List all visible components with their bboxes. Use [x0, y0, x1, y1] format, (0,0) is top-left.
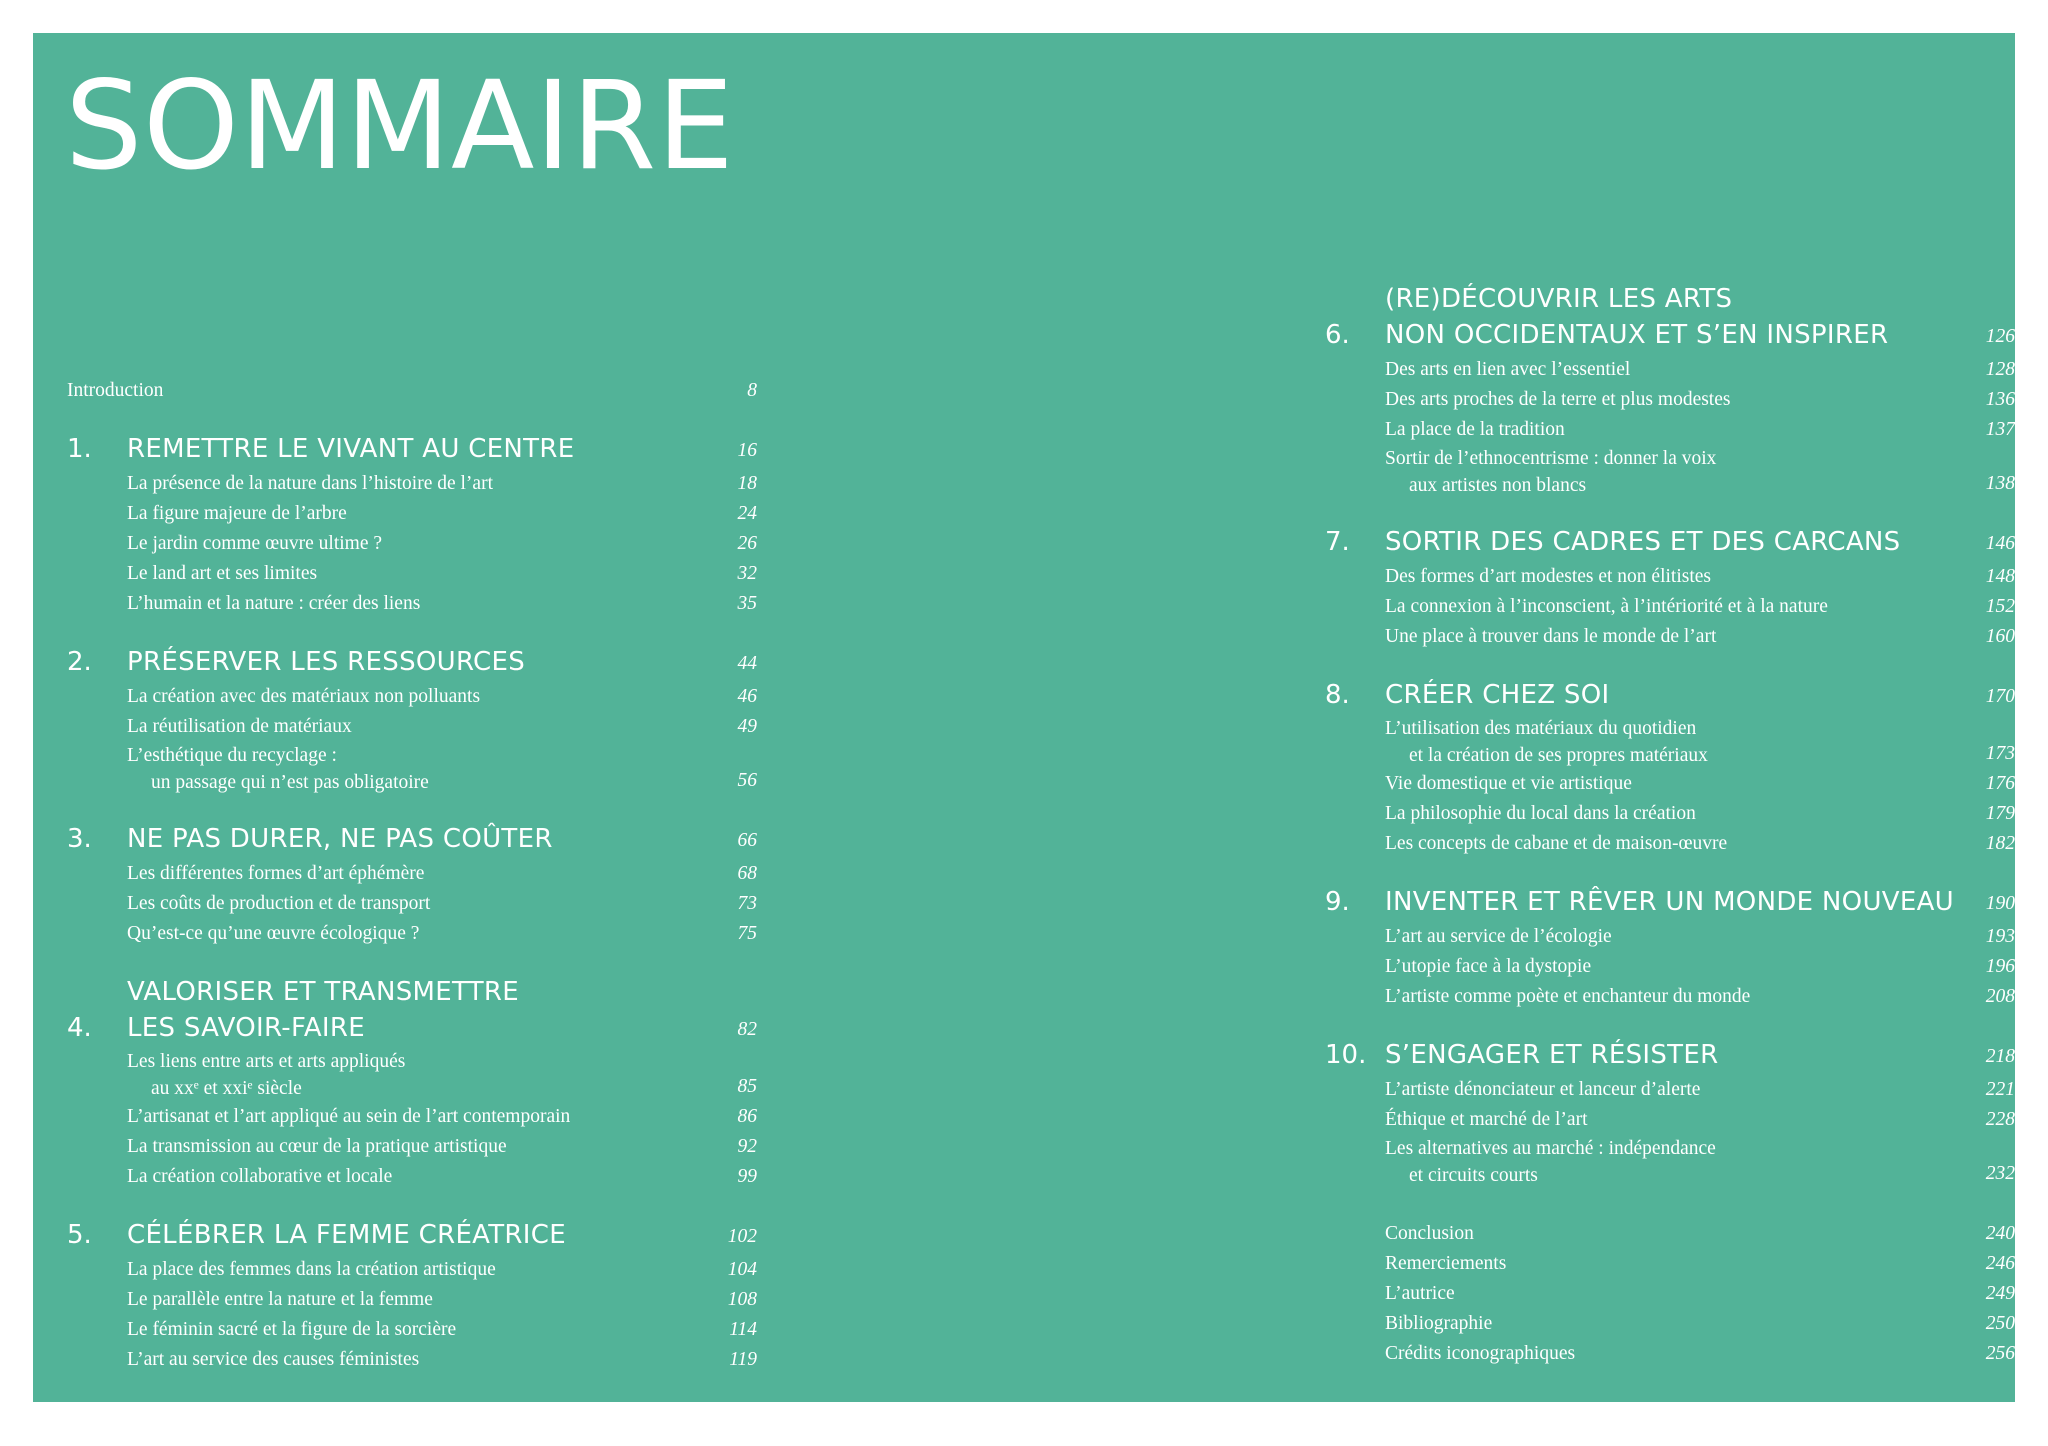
entry-title-line: Les alternatives au marché : indépendance [1385, 1138, 1716, 1159]
intro-page-number: 8 [747, 380, 757, 401]
chapter-page-number: 66 [737, 830, 757, 851]
entry-page-number: 68 [737, 863, 757, 884]
toc-entry[interactable] [1385, 1105, 2015, 1135]
entry-title [127, 559, 738, 589]
chapter-title [1385, 677, 1986, 713]
entry-title-line: L’esthétique du recyclage : [127, 745, 337, 766]
toc-entry[interactable] [127, 1285, 757, 1315]
backmatter-entry[interactable] [1385, 1249, 2015, 1279]
chapter-sections [1385, 355, 2015, 499]
entry-title [1385, 829, 1986, 859]
chapter-page-number: 146 [1985, 533, 2015, 554]
entry-title-line: La connexion à l’inconscient, à l’intériorité et à la nature [1385, 596, 1828, 617]
entry-page-number: 92 [737, 1136, 757, 1157]
backmatter-page-number: 240 [1985, 1223, 2015, 1244]
chapter-title [127, 821, 738, 857]
entry-page-number: 176 [1985, 773, 2015, 794]
entry-title [1385, 1075, 1986, 1105]
entry-title [127, 529, 738, 559]
entry-page-number: 196 [1985, 956, 2015, 977]
entry-page-number: 56 [737, 770, 757, 791]
entry-title [127, 1048, 738, 1102]
entry-page-number: 99 [737, 1166, 757, 1187]
chapter-sections [1385, 715, 2015, 859]
entry-title-line: L’utilisation des matériaux du quotidien [1385, 718, 1697, 739]
entry-page-number: 173 [1985, 743, 2015, 764]
chapter-title-line: CRÉER CHEZ SOI [1385, 680, 1610, 710]
entry-title [127, 889, 738, 919]
toc-entry[interactable] [1385, 829, 2015, 859]
entry-page-number: 73 [737, 893, 757, 914]
entry-title-line: aux artistes non blancs [1409, 475, 1587, 496]
entry-title [127, 712, 738, 742]
entry-title [127, 1315, 729, 1345]
chapter-heading[interactable] [1325, 524, 2015, 560]
entry-title-line: Les concepts de cabane et de maison-œuvre [1385, 833, 1728, 854]
entry-page-number: 182 [1985, 833, 2015, 854]
toc-entry[interactable] [127, 499, 757, 529]
entry-title-line: Le land art et ses limites [127, 563, 318, 584]
toc-entry[interactable] [127, 859, 757, 889]
chapter-heading[interactable] [1325, 1037, 2015, 1073]
entry-page-number: 136 [1985, 389, 2015, 410]
chapter-sections [1385, 922, 2015, 1012]
entry-page-number: 46 [737, 686, 757, 707]
toc-entry[interactable] [1385, 1075, 2015, 1105]
entry-page-number: 114 [729, 1319, 757, 1340]
toc-left-column [67, 376, 757, 1375]
chapter-number: 8. [1325, 680, 1350, 710]
entry-page-number: 49 [737, 716, 757, 737]
chapter-sections [127, 1255, 757, 1375]
chapter-title-line: CÉLÉBRER LA FEMME CRÉATRICE [127, 1220, 566, 1250]
backmatter-entry[interactable] [1385, 1339, 2015, 1369]
entry-page-number: 138 [1985, 473, 2015, 494]
entry-title-line: La création avec des matériaux non polluants [127, 686, 481, 707]
entry-title [127, 1345, 729, 1375]
chapter-title-line: LES SAVOIR-FAIRE [127, 1013, 365, 1043]
chapter-page-number: 82 [737, 1019, 757, 1040]
toc-entry[interactable] [127, 1102, 757, 1132]
chapter-sections [127, 1048, 757, 1192]
chapter-title-line: VALORISER ET TRANSMETTRE [127, 977, 519, 1007]
chapter-sections [127, 859, 757, 949]
entry-title-line: Une place à trouver dans le monde de l’art [1385, 626, 1717, 647]
toc-entry[interactable] [1385, 982, 2015, 1012]
entry-title-line: Éthique et marché de l’art [1385, 1109, 1588, 1130]
chapter-page-number: 218 [1985, 1046, 2015, 1067]
backmatter-page-number: 249 [1985, 1283, 2015, 1304]
toc-entry[interactable] [1385, 769, 2015, 799]
entry-title-line: L’artiste comme poète et enchanteur du monde [1385, 986, 1751, 1007]
chapter-heading[interactable] [67, 1217, 757, 1253]
toc-entry[interactable] [127, 559, 757, 589]
chapter-title [127, 431, 738, 467]
entry-title [127, 1132, 738, 1162]
entry-title-line: La place de la tradition [1385, 419, 1565, 440]
toc-chapter [1325, 677, 2015, 859]
entry-title-line: La place des femmes dans la création artistique [127, 1259, 496, 1280]
toc-entry[interactable] [127, 712, 757, 742]
toc-intro[interactable] [67, 376, 757, 406]
entry-page-number: 24 [737, 503, 757, 524]
entry-title [1385, 799, 1986, 829]
toc-entry[interactable] [127, 682, 757, 712]
toc-entry[interactable] [1385, 715, 2015, 769]
chapter-title [127, 1217, 728, 1253]
entry-title [127, 1162, 738, 1192]
chapter-page-number: 44 [737, 653, 757, 674]
toc-chapter [67, 431, 757, 619]
chapter-sections [127, 682, 757, 796]
entry-title-line: Le féminin sacré et la figure de la sorcière [127, 1319, 457, 1340]
backmatter-label: Remerciements [1385, 1253, 1507, 1274]
backmatter-label: L’autrice [1385, 1283, 1455, 1304]
entry-page-number: 85 [737, 1076, 757, 1097]
entry-page-number: 75 [737, 923, 757, 944]
toc-entry[interactable] [1385, 415, 2015, 445]
entry-title-line: L’art au service des causes féministes [127, 1349, 420, 1370]
entry-title [1385, 769, 1986, 799]
entry-title-line: Les coûts de production et de transport [127, 893, 431, 914]
entry-title-line: L’artisanat et l’art appliqué au sein de l’art contemporain [127, 1106, 571, 1127]
toc-entry[interactable] [127, 742, 757, 796]
chapter-title [1385, 524, 1986, 560]
chapter-page-number: 16 [737, 440, 757, 461]
chapter-heading[interactable] [1325, 884, 2015, 920]
chapter-title [1385, 884, 1986, 920]
entry-page-number: 137 [1985, 419, 2015, 440]
entry-page-number: 152 [1985, 596, 2015, 617]
entry-title-line: La philosophie du local dans la création [1385, 803, 1696, 824]
toc-entry[interactable] [127, 1315, 757, 1345]
toc-entry[interactable] [127, 1132, 757, 1162]
entry-title [127, 859, 738, 889]
entry-title [127, 919, 738, 949]
toc-entry[interactable] [1385, 355, 2015, 385]
backmatter-entry[interactable] [1385, 1309, 2015, 1339]
chapter-heading[interactable] [67, 974, 757, 1046]
entry-title [1385, 562, 1986, 592]
entry-page-number: 221 [1985, 1079, 2015, 1100]
entry-title-line: Les différentes formes d’art éphémère [127, 863, 425, 884]
entry-title [1385, 922, 1986, 952]
toc-entry[interactable] [127, 889, 757, 919]
backmatter-page-number: 250 [1985, 1313, 2015, 1334]
toc-chapter [67, 821, 757, 949]
entry-page-number: 232 [1985, 1163, 2015, 1184]
entry-page-number: 86 [737, 1106, 757, 1127]
chapter-number: 4. [67, 1013, 92, 1043]
entry-title [1385, 415, 1986, 445]
entry-title [127, 1255, 728, 1285]
entry-title [1385, 952, 1986, 982]
entry-title-line: La présence de la nature dans l’histoire de l’art [127, 473, 493, 494]
toc-entry[interactable] [127, 919, 757, 949]
entry-title-line: Le parallèle entre la nature et la femme [127, 1289, 433, 1310]
entry-title-line: L’artiste dénonciateur et lanceur d’alerte [1385, 1079, 1701, 1100]
entry-title-line: un passage qui n’est pas obligatoire [151, 772, 429, 793]
entry-title-line: Des arts proches de la terre et plus modestes [1385, 389, 1731, 410]
chapter-number: 10. [1325, 1040, 1367, 1070]
entry-title [1385, 1135, 1986, 1189]
entry-title [127, 682, 738, 712]
entry-title-line: et circuits courts [1409, 1165, 1538, 1186]
entry-page-number: 108 [727, 1289, 757, 1310]
backmatter-entry[interactable] [1385, 1219, 2015, 1249]
chapter-number: 2. [67, 647, 92, 677]
entry-title [1385, 715, 1986, 769]
toc-chapter [67, 644, 757, 796]
entry-title [127, 1285, 728, 1315]
entry-page-number: 193 [1985, 926, 2015, 947]
entry-page-number: 160 [1985, 626, 2015, 647]
toc-chapter [67, 974, 757, 1192]
toc-chapter [1325, 884, 2015, 1012]
entry-title [1385, 1105, 1986, 1135]
entry-title-line: Sortir de l’ethnocentrisme : donner la voix [1385, 448, 1717, 469]
chapter-number: 9. [1325, 887, 1350, 917]
toc-entry[interactable] [127, 1255, 757, 1285]
entry-title [127, 469, 738, 499]
toc-entry[interactable] [127, 1048, 757, 1102]
chapter-heading[interactable] [67, 821, 757, 857]
toc-entry[interactable] [127, 1345, 757, 1375]
entry-title-line: L’utopie face à la dystopie [1385, 956, 1592, 977]
entry-page-number: 179 [1985, 803, 2015, 824]
chapter-sections [1385, 562, 2015, 652]
entry-page-number: 26 [737, 533, 757, 554]
chapter-title-line: NON OCCIDENTAUX ET S’EN INSPIRER [1385, 320, 1889, 350]
entry-title [1385, 385, 1986, 415]
toc-entry[interactable] [1385, 952, 2015, 982]
entry-title-line: Le jardin comme œuvre ultime ? [127, 533, 383, 554]
entry-title [1385, 982, 1986, 1012]
chapter-title-line: REMETTRE LE VIVANT AU CENTRE [127, 434, 575, 464]
entry-title [1385, 622, 1986, 652]
chapter-page-number: 170 [1985, 686, 2015, 707]
backmatter-label: Conclusion [1385, 1223, 1474, 1244]
entry-title [127, 589, 738, 619]
entry-title-line: L’humain et la nature : créer des liens [127, 593, 421, 614]
chapter-heading[interactable] [1325, 281, 2015, 353]
chapter-number: 1. [67, 434, 92, 464]
entry-page-number: 18 [737, 473, 757, 494]
toc-entry[interactable] [127, 469, 757, 499]
backmatter-list [1325, 1219, 2015, 1369]
entry-title-line: La création collaborative et locale [127, 1166, 393, 1187]
toc-entry[interactable] [127, 529, 757, 559]
chapter-heading[interactable] [67, 431, 757, 467]
entry-title-line: L’art au service de l’écologie [1385, 926, 1612, 947]
entry-title [1385, 355, 1986, 385]
entry-title [1385, 592, 1986, 622]
chapter-heading[interactable] [67, 644, 757, 680]
entry-title-line: au xxᵉ et xxiᵉ siècle [151, 1078, 302, 1099]
toc-entry[interactable] [1385, 385, 2015, 415]
entry-title-line: et la création de ses propres matériaux [1409, 745, 1708, 766]
intro-label: Introduction [67, 380, 164, 401]
chapter-heading[interactable] [1325, 677, 2015, 713]
toc-entry[interactable] [1385, 622, 2015, 652]
entry-title-line: Vie domestique et vie artistique [1385, 773, 1632, 794]
toc-entry[interactable] [1385, 592, 2015, 622]
backmatter-page-number: 256 [1985, 1343, 2015, 1364]
chapter-page-number: 190 [1985, 893, 2015, 914]
page-title: SOMMAIRE [65, 55, 735, 197]
entry-page-number: 104 [727, 1259, 757, 1280]
toc-entry[interactable] [1385, 445, 2015, 499]
chapter-sections [127, 469, 757, 619]
chapter-sections [1385, 1075, 2015, 1189]
entry-title [127, 1102, 738, 1132]
entry-title-line: Des formes d’art modestes et non élitistes [1385, 566, 1712, 587]
entry-title-line: La réutilisation de matériaux [127, 716, 352, 737]
entry-title-line: La figure majeure de l’arbre [127, 503, 347, 524]
entry-title [1385, 445, 1986, 499]
backmatter-entry[interactable] [1385, 1279, 2015, 1309]
entry-title-line: Qu’est-ce qu’une œuvre écologique ? [127, 923, 420, 944]
toc-chapter [67, 1217, 757, 1375]
chapter-title [127, 974, 738, 1046]
entry-page-number: 128 [1985, 359, 2015, 380]
entry-page-number: 32 [737, 563, 757, 584]
entry-title-line: La transmission au cœur de la pratique artistique [127, 1136, 507, 1157]
toc-entry[interactable] [127, 589, 757, 619]
chapter-number: 6. [1325, 320, 1350, 350]
entry-title [127, 742, 738, 796]
toc-right-column [1325, 281, 2015, 1369]
toc-panel [33, 33, 2015, 1402]
toc-entry[interactable] [1385, 922, 2015, 952]
entry-page-number: 119 [729, 1349, 757, 1370]
chapter-title-line: (RE)DÉCOUVRIR LES ARTS [1385, 284, 1733, 314]
chapter-title-line: NE PAS DURER, NE PAS COÛTER [127, 824, 553, 854]
chapter-page-number: 126 [1985, 326, 2015, 347]
toc-entry[interactable] [127, 1162, 757, 1192]
entry-title-line: Des arts en lien avec l’essentiel [1385, 359, 1631, 380]
backmatter-label: Bibliographie [1385, 1313, 1493, 1334]
chapter-title [127, 644, 738, 680]
toc-entry[interactable] [1385, 562, 2015, 592]
chapter-title [1385, 1037, 1986, 1073]
chapter-number: 7. [1325, 527, 1350, 557]
chapter-page-number: 102 [727, 1226, 757, 1247]
chapter-title-line: S’ENGAGER ET RÉSISTER [1385, 1040, 1719, 1070]
entry-title [127, 499, 738, 529]
entry-page-number: 148 [1985, 566, 2015, 587]
entry-page-number: 208 [1985, 986, 2015, 1007]
entry-page-number: 35 [737, 593, 757, 614]
chapter-number: 3. [67, 824, 92, 854]
toc-entry[interactable] [1385, 799, 2015, 829]
entry-page-number: 228 [1985, 1109, 2015, 1130]
chapter-number: 5. [67, 1220, 92, 1250]
entry-title-line: Les liens entre arts et arts appliqués [127, 1051, 406, 1072]
toc-chapter [1325, 281, 2015, 499]
chapter-title-line: PRÉSERVER LES RESSOURCES [127, 647, 526, 677]
backmatter-label: Crédits iconographiques [1385, 1343, 1576, 1364]
backmatter-page-number: 246 [1985, 1253, 2015, 1274]
chapter-title [1385, 281, 1986, 353]
chapter-title-line: INVENTER ET RÊVER UN MONDE NOUVEAU [1385, 887, 1955, 917]
chapter-title-line: SORTIR DES CADRES ET DES CARCANS [1385, 527, 1901, 557]
toc-entry[interactable] [1385, 1135, 2015, 1189]
toc-chapter [1325, 1037, 2015, 1189]
toc-chapter [1325, 524, 2015, 652]
